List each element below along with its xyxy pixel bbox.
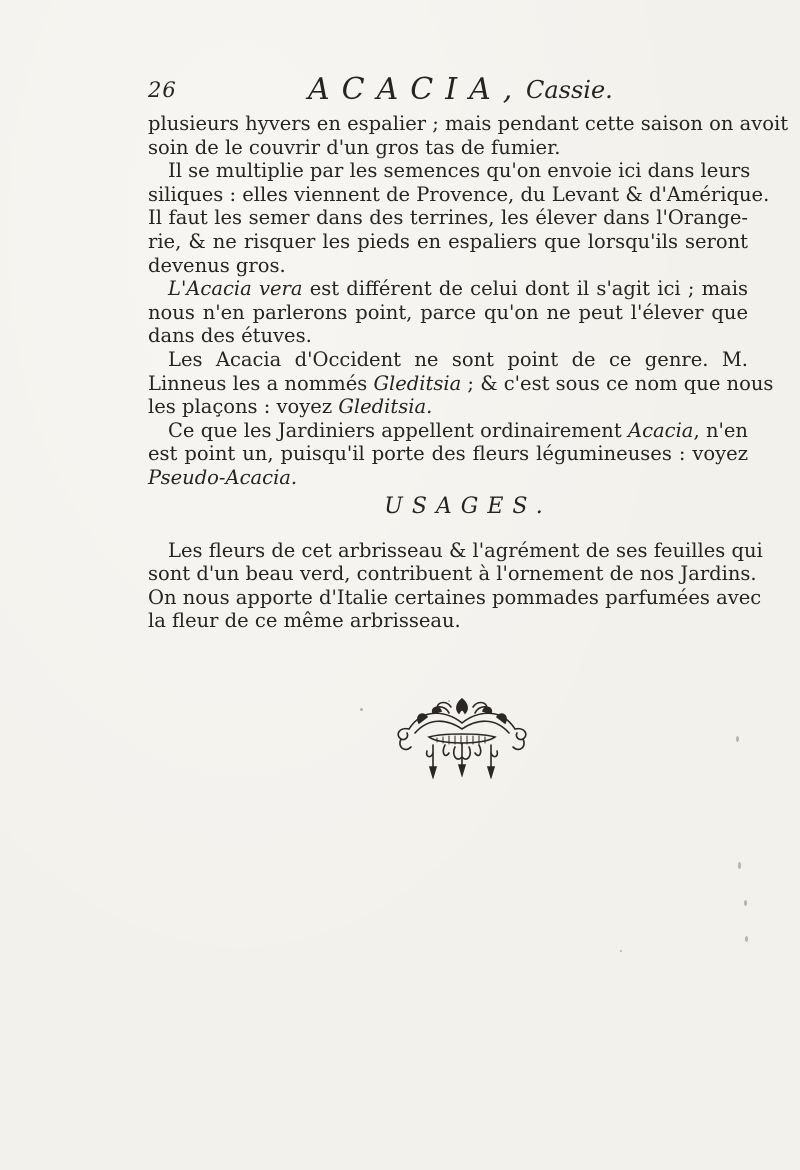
species-term: Acacia: [628, 418, 694, 442]
body-text: [148, 112, 789, 633]
paragraph-4: [148, 347, 774, 419]
paper-speck: [620, 950, 622, 952]
text-line: est point un, puisqu'il porte des fleurs légumineuses : voyez: [148, 442, 748, 466]
text-line: plusieurs hyvers en espalier ; mais pendant cette saison on avoit: [148, 112, 789, 135]
text-line: nous n'en parlerons point, parce qu'on ne peut l'élever que: [148, 300, 748, 324]
species-term: Gleditsia: [373, 371, 462, 395]
paragraph-1: [148, 112, 789, 159]
species-term: Pseudo-Acacia.: [148, 465, 298, 489]
floral-tailpiece-ornament-icon: [389, 693, 535, 779]
text-line: Il faut les semer dans des terrines, les élever dans l'Orange-: [148, 206, 748, 230]
paper-speck: [738, 862, 741, 869]
usages-paragraph: [148, 538, 763, 633]
text-line: soin de le couvrir d'un gros tas de fumier.: [148, 135, 561, 159]
paragraph-3: [148, 277, 748, 348]
paper-speck: [736, 736, 739, 742]
text-line: la fleur de ce même arbrisseau.: [148, 609, 461, 633]
paragraph-2: [148, 159, 770, 277]
paper-speck: [360, 708, 363, 711]
text-line: [148, 371, 774, 396]
running-head-subtitle: Cassie.: [526, 76, 613, 104]
page-number: 26: [148, 78, 177, 102]
section-heading: USAGES.: [384, 493, 552, 519]
text-fragment: Linneus les a nommés: [148, 371, 374, 395]
paper-speck: [744, 900, 747, 906]
page-header: [148, 72, 708, 108]
text-line: dans des étuves.: [148, 324, 312, 348]
text-line: Les fleurs de cet arbrisseau & l'agrément de ses feuilles qui: [168, 538, 763, 562]
text-line: Les Acacia d'Occident ne sont point de ce genre. M.: [168, 347, 748, 371]
text-line: devenus gros.: [148, 253, 286, 277]
paragraph-5: [148, 419, 748, 490]
text-line: [148, 395, 748, 419]
text-fragment: , n'en: [693, 418, 748, 442]
text-fragment: les plaçons : voyez: [148, 395, 339, 419]
text-fragment: est différent de celui dont il s'agit ici ; mais: [302, 277, 748, 301]
species-term: Gleditsia.: [338, 395, 433, 419]
paper-speck: [448, 700, 450, 702]
text-line: sont d'un beau verd, contribuent à l'ornement de nos Jardins.: [148, 562, 757, 586]
text-line: Il se multiplie par les semences qu'on envoie ici dans leurs: [168, 159, 751, 183]
text-line: siliques : elles viennent de Provence, du Levant & d'Amérique.: [148, 182, 770, 206]
species-term: L'Acacia vera: [168, 277, 303, 301]
text-line: On nous apporte d'Italie certaines pommades parfumées avec: [148, 585, 762, 609]
text-fragment: ; & c'est sous ce nom que nous: [461, 371, 774, 395]
text-line: [148, 277, 748, 301]
paper-speck: [745, 936, 748, 942]
running-head: ACACIA,: [308, 72, 525, 107]
text-line: [148, 419, 748, 443]
text-fragment: Ce que les Jardiniers appellent ordinairement: [168, 418, 629, 442]
text-line: rie, & ne risquer les pieds en espaliers que lorsqu'ils seront: [148, 229, 748, 253]
